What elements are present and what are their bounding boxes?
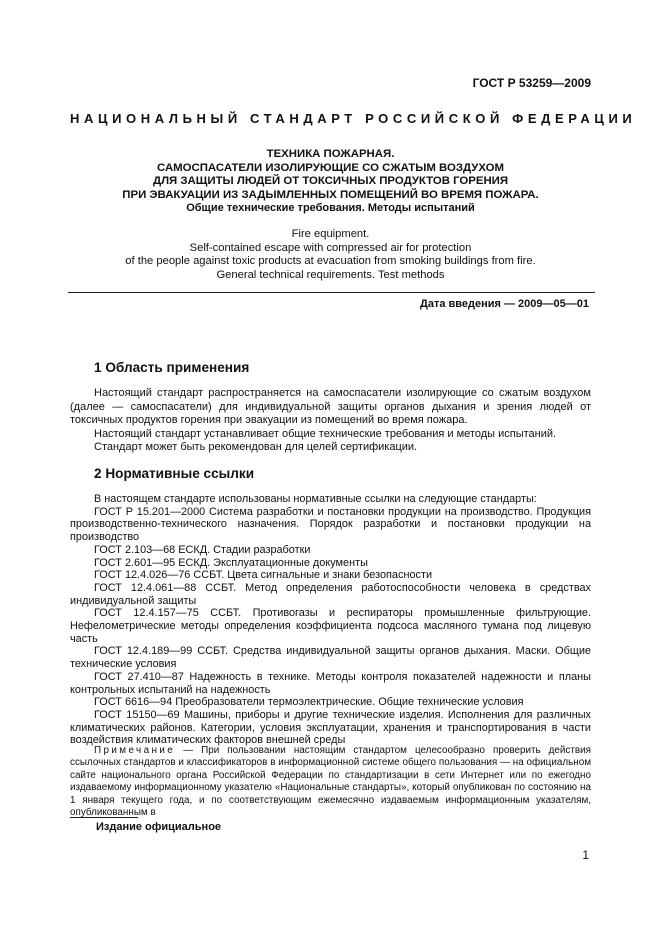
paragraph: В настоящем стандарте использованы нормативные ссылки на следующие стандарты: [94, 493, 537, 505]
title-ru-line: САМОСПАСАТЕЛИ ИЗОЛИРУЮЩИЕ СО СЖАТЫМ ВОЗДУХОМ [157, 161, 504, 174]
title-ru-subtitle: Общие технические требования. Методы испытаний [186, 202, 475, 215]
title-en-line: Fire equipment. [291, 228, 370, 240]
title-ru-line: ДЛЯ ЗАЩИТЫ ЛЮДЕЙ ОТ ТОКСИЧНЫХ ПРОДУКТОВ ГОРЕНИЯ [152, 175, 509, 188]
section-1-heading: 1 Область применения [94, 360, 250, 375]
edition-label: Издание официальное [96, 821, 222, 833]
note [70, 745, 591, 819]
reference-item: ГОСТ 2.103—68 ЕСКД. Стадии разработки [94, 543, 311, 556]
paragraph: Стандарт может быть рекомендован для целей сертификации. [94, 441, 418, 454]
national-standard-title: НАЦИОНАЛЬНЫЙ СТАНДАРТ РОССИЙСКОЙ ФЕДЕРАЦИИ [70, 111, 637, 126]
introduction-date: Дата введения — 2009—05—01 [420, 298, 589, 310]
title-ru-line: ТЕХНИКА ПОЖАРНАЯ. [266, 148, 395, 160]
reference-item: ГОСТ 12.4.026—76 ССБТ. Цвета сигнальные и знаки безопасности [94, 569, 433, 582]
standard-number: ГОСТ Р 53259—2009 [472, 76, 591, 90]
reference-item: ГОСТ 27.410—87 Надежность в технике. Методы контроля показателей надежности и планы контрольных испытаний на надежность [70, 670, 591, 696]
reference-item: ГОСТ 6616—94 Преобразователи термоэлектрические. Общие технические условия [94, 696, 524, 709]
note-label: Примечание [94, 745, 176, 756]
reference-item: ГОСТ Р 15.201—2000 Система разработки и постановки продукции на производство. Продукция производственно-технического назначения. Порядок разработки и постановки продукции на производство [70, 505, 591, 544]
title-divider [68, 292, 595, 293]
section-2-heading: 2 Нормативные ссылки [94, 466, 255, 481]
section-1-body [70, 387, 591, 455]
note-text: — При пользовании настоящим стандартом целесообразно проверить действия ссылочных стандартов и классификаторов в информационной системе общего пользования — на официальном сайте национального органа Российской Федерации по стандартизации в сети Интернет или по ежегодно издаваемому информационному указателю «Национальные стандарты», который опубликован по состоянию на 1 января текущего года, и по соответствующим ежемесячно издаваемым информационным указателям, опубликованным в [70, 745, 591, 819]
footer-divider [70, 817, 138, 818]
reference-item: ГОСТ 2.601—95 ЕСКД. Эксплуатационные документы [94, 556, 368, 569]
reference-item: ГОСТ 12.4.157—75 ССБТ. Противогазы и респираторы промышленные фильтрующие. Нефелометрические методы определения коэффициента подсоса масляного тумана под лицевую часть [70, 607, 591, 645]
title-russian [70, 148, 591, 216]
page-number: 1 [582, 848, 589, 862]
reference-item: ГОСТ 12.4.189—99 ССБТ. Средства индивидуальной защиты органов дыхания. Маски. Общие технические условия [70, 645, 591, 671]
paragraph: Настоящий стандарт устанавливает общие технические требования и методы испытаний. [94, 427, 557, 440]
section-2-body [70, 493, 591, 747]
paragraph: Настоящий стандарт распространяется на самоспасатели изолирующие со сжатым воздухом (далее — самоспасатели) для индивидуальной защиты органов дыхания и зрения людей от токсичных продуктов горения при эвакуации из помещений во время пожара. [70, 387, 591, 427]
title-english [70, 228, 591, 282]
reference-item: ГОСТ 15150—69 Машины, приборы и другие технические изделия. Исполнения для различных климатических районов. Категории, условия эксплуатации, хранения и транспортирования в части воздействия климатических факторов внешней среды [70, 708, 591, 747]
title-en-line: of the people against toxic products at evacuation from smoking buildings from fire. [125, 255, 536, 268]
reference-item: ГОСТ 12.4.061—88 ССБТ. Метод определения работоспособности человека в средствах индивидуальной защиты [70, 581, 591, 607]
title-en-line: General technical requirements. Test methods [216, 268, 445, 281]
title-en-line: Self-contained escape with compressed air for protection [189, 241, 472, 254]
title-ru-line: ПРИ ЭВАКУАЦИИ ИЗ ЗАДЫМЛЕННЫХ ПОМЕЩЕНИЙ ВО ВРЕМЯ ПОЖАРА. [122, 188, 539, 201]
